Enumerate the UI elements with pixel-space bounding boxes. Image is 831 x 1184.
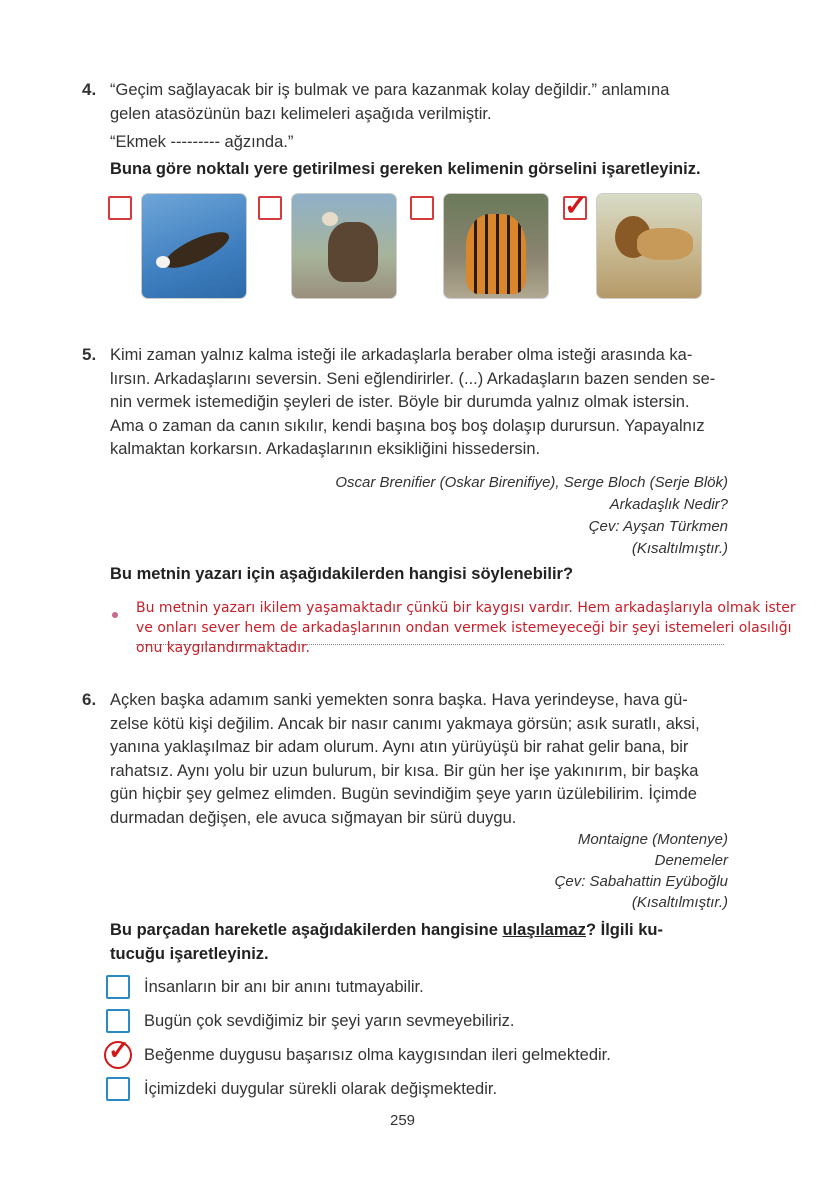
option-text: İnsanların bir anı bir anını tutmayabilir. [144, 977, 424, 996]
passage-line: Ama o zaman da canın sıkılır, kendi başına boş boş dolaşıp durursun. Yapayalnız [110, 416, 705, 435]
eagle-image [141, 193, 247, 299]
question-number: 5. [82, 345, 97, 364]
lion-image [596, 193, 702, 299]
passage-line: Kimi zaman yalnız kalma isteği ile arkadaşlarla beraber olma isteği arasında ka- [110, 346, 693, 364]
attribution [555, 829, 728, 913]
passage [110, 689, 730, 830]
option-3[interactable] [106, 1035, 611, 1068]
abridged-note: (Kısaltılmıştır.) [631, 894, 728, 911]
passage-line: Açken başka adamım sanki yemekten sonra başka. Hava yerindeyse, hava gü- [110, 691, 688, 709]
checkmark-icon: ✓ [108, 1035, 130, 1065]
prompt-text: ? İlgili ku- [585, 921, 663, 939]
option-2[interactable] [106, 1008, 514, 1034]
passage-line: rahatsız. Aynı yolu bir uzun bulurum, bir kısa. Bir gün her işe yakınırım, bir başka [110, 761, 699, 780]
option-checkbox-vulture[interactable] [258, 196, 282, 220]
passage-line: lırsın. Arkadaşlarını seversin. Seni eğlendirirler. (...) Arkadaşların bazen senden se- [110, 369, 716, 388]
option-checkbox[interactable] [106, 1009, 130, 1033]
option-checkbox[interactable] [104, 1035, 132, 1069]
instruction: Buna göre noktalı yere getirilmesi gereken kelimenin görselini işaretleyiniz. [110, 160, 701, 178]
option-text: Bugün çok sevdiğimiz bir şeyi yarın sevmeyebiliriz. [144, 1011, 515, 1030]
tiger-image [443, 193, 549, 299]
prompt-text: tucuğu işaretleyiniz. [110, 945, 269, 963]
question-number: 6. [82, 690, 97, 709]
abridged-note: (Kısaltılmıştır.) [631, 540, 728, 557]
checkmark-icon: ✓ [564, 190, 588, 221]
book-title: Arkadaşlık Nedir? [609, 496, 728, 513]
author: Montaigne (Montenye) [577, 831, 728, 848]
answer-line-text: ve onları sever hem de arkadaşlarının ondan vermek istemeyeceği bir şeyi istemeleri olasılığı [136, 620, 792, 636]
prompt-text: Bu parçadan hareketle aşağıdakilerden hangisine [110, 921, 503, 939]
translator: Çev: Ayşan Türkmen [588, 518, 728, 535]
prompt-underlined: ulaşılamaz [502, 921, 586, 939]
passage-line: gün hiçbir şey gelmez elimden. Bugün sevindiğim şeye yarın üzülebilirim. İçimde [110, 785, 697, 803]
question-prompt [110, 918, 730, 966]
answer-line-text: Bu metnin yazarı ikilem yaşamaktadır çünkü bir kaygısı vardır. Hem arkadaşlarıyla olmak ister [136, 600, 796, 616]
book-title: Denemeler [654, 852, 728, 869]
question-text: “Geçim sağlayacak bir iş bulmak ve para kazanmak kolay değildir.” anlamına [110, 81, 670, 99]
passage-line: durmadan değişen, ele avuca sığmayan bir sürü duygu. [110, 808, 517, 827]
option-4[interactable] [106, 1076, 497, 1102]
option-1[interactable] [106, 974, 424, 1000]
option-checkbox-lion[interactable] [563, 190, 588, 221]
question-number: 4. [82, 80, 97, 99]
option-checkbox-tiger[interactable] [410, 196, 434, 220]
option-checkbox-eagle[interactable] [108, 196, 132, 220]
page-number: 259 [390, 1112, 416, 1129]
attribution [335, 472, 728, 560]
proverb-quote: “Ekmek --------- ağzında.” [110, 133, 294, 151]
author: Oscar Brenifier (Oskar Birenifiye), Serge Bloch (Serje Blök) [335, 474, 728, 491]
answer-line-text: onu kaygılandırmaktadır. [136, 640, 310, 656]
answer-text[interactable] [136, 598, 816, 658]
question-prompt: Bu metnin yazarı için aşağıdakilerden hangisi söylenebilir? [110, 565, 574, 583]
passage-line: yanına yaklaşılmaz bir adam olurum. Aynı atın yürüyüşü bir rahat gelir bana, bir [110, 738, 689, 756]
passage-line: nin vermek istemediğin şeyleri de ister. Böyle bir durumda yalnız olmak istersin. [110, 393, 690, 411]
vulture-image [291, 193, 397, 299]
passage [110, 344, 730, 462]
passage-line: zelse kötü kişi değilim. Ancak bir nasır canımı yakmaya görsün; asık suratlı, aksi, [110, 714, 700, 733]
option-text: Beğenme duygusu başarısız olma kaygısından ileri gelmektedir. [144, 1045, 611, 1064]
translator: Çev: Sabahattin Eyüboğlu [554, 873, 728, 890]
option-checkbox[interactable] [106, 1077, 130, 1101]
bullet-icon [112, 612, 118, 618]
option-text: İçimizdeki duygular sürekli olarak değişmektedir. [144, 1079, 498, 1098]
option-checkbox[interactable] [106, 975, 130, 999]
question-text: gelen atasözünün bazı kelimeleri aşağıda verilmiştir. [110, 105, 492, 123]
passage-line: kalmaktan korkarsın. Arkadaşlarının eksikliğini hissedersin. [110, 440, 541, 458]
